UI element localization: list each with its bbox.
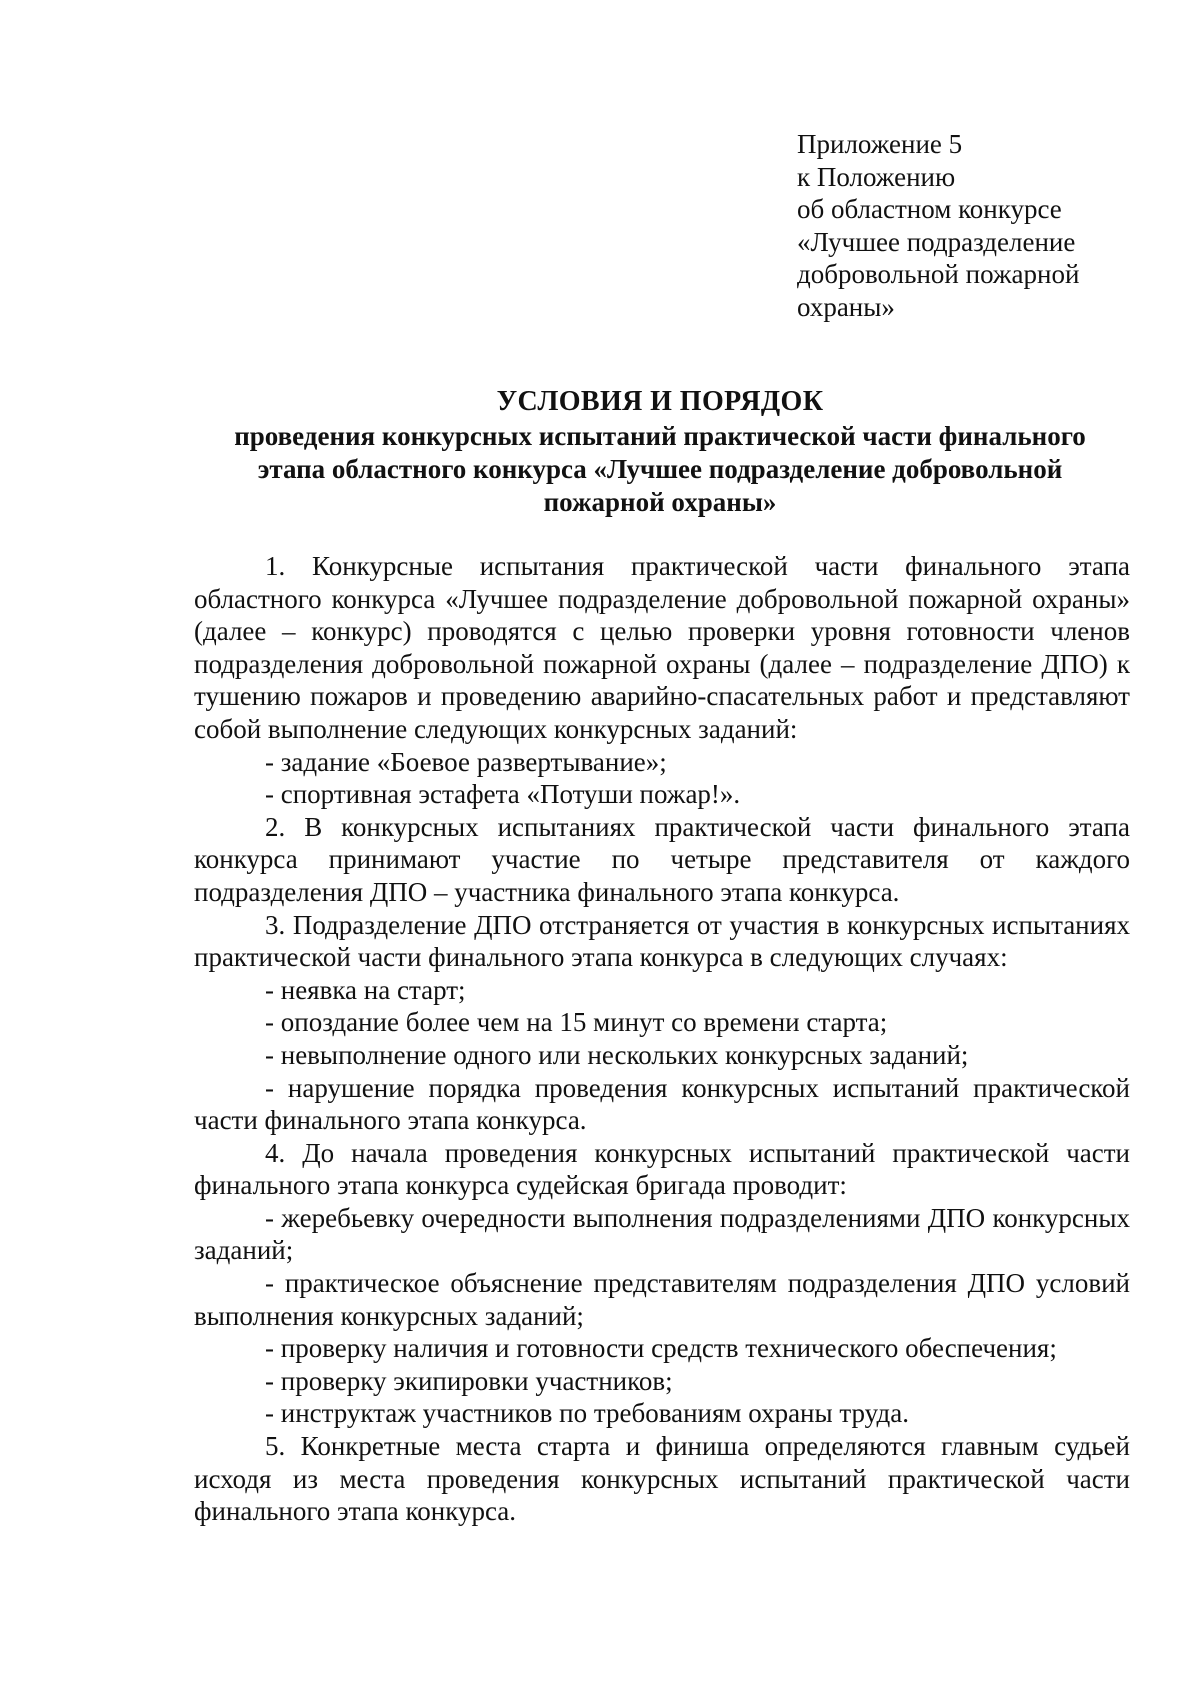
- appendix-line: Приложение 5: [797, 129, 963, 159]
- title-subtitle: [180, 420, 1140, 519]
- list-item: - проверку экипировки участников;: [265, 1365, 673, 1396]
- list-item: - практическое объяснение представителям подразделения ДПО условий выполнения конкурсных заданий;: [194, 1268, 1130, 1331]
- appendix-line: добровольной пожарной: [797, 259, 1080, 290]
- appendix-line: «Лучшее подразделение: [797, 226, 1076, 257]
- list-item: - неявка на старт;: [265, 974, 466, 1005]
- document-body: [194, 550, 1130, 1528]
- subtitle-line: проведения конкурсных испытаний практической части финального: [234, 421, 1086, 451]
- appendix-line: к Положению: [797, 161, 956, 192]
- list-item: - жеребьевку очередности выполнения подразделениями ДПО конкурсных заданий;: [194, 1202, 1130, 1266]
- list-item: - невыполнение одного или нескольких конкурсных заданий;: [265, 1039, 969, 1070]
- appendix-note: [797, 128, 1157, 324]
- subtitle-line: этапа областного конкурса «Лучшее подразделение добровольной: [257, 454, 1063, 484]
- appendix-line: охраны»: [797, 291, 895, 322]
- paragraph-4: 4. До начала проведения конкурсных испытаний практической части финального этапа конкурса судейская бригада проводит:: [194, 1137, 1130, 1201]
- document-title: [180, 384, 1140, 519]
- title-main: УСЛОВИЯ И ПОРЯДОК: [496, 386, 824, 417]
- list-item: - спортивная эстафета «Потуши пожар!».: [265, 779, 741, 810]
- list-item: - нарушение порядка проведения конкурсных испытаний практической части финального этапа конкурса.: [194, 1072, 1130, 1136]
- paragraph-1: 1. Конкурсные испытания практической части финального этапа областного конкурса «Лучшее подразделение добровольной пожарной охраны» (далее – конкурс) проводятся с целью проверки уровня готовности членов подразделения добровольной пожарной охраны (далее – подразделение ДПО) к тушению пожаров и проведению аварийно-спасательных работ и представляют собой выполнение следующих конкурсных заданий:: [194, 551, 1130, 744]
- list-item: - задание «Боевое развертывание»;: [265, 746, 667, 777]
- list-item: - проверку наличия и готовности средств технического обеспечения;: [265, 1333, 1057, 1364]
- subtitle-line: пожарной охраны»: [543, 487, 777, 517]
- list-item: - инструктаж участников по требованиям охраны труда.: [265, 1398, 909, 1429]
- appendix-line: об областном конкурсе: [797, 194, 1062, 225]
- list-item: - опоздание более чем на 15 минут со времени старта;: [265, 1007, 888, 1038]
- paragraph-2: 2. В конкурсных испытаниях практической части финального этапа конкурса принимают участие по четыре представителя от каждого подразделения ДПО – участника финального этапа конкурса.: [194, 811, 1130, 907]
- paragraph-3: 3. Подразделение ДПО отстраняется от участия в конкурсных испытаниях практической части финального этапа конкурса в следующих случаях:: [194, 909, 1130, 973]
- paragraph-5: 5. Конкретные места старта и финиша определяются главным судьей исходя из места проведения конкурсных испытаний практической части финального этапа конкурса.: [194, 1431, 1130, 1527]
